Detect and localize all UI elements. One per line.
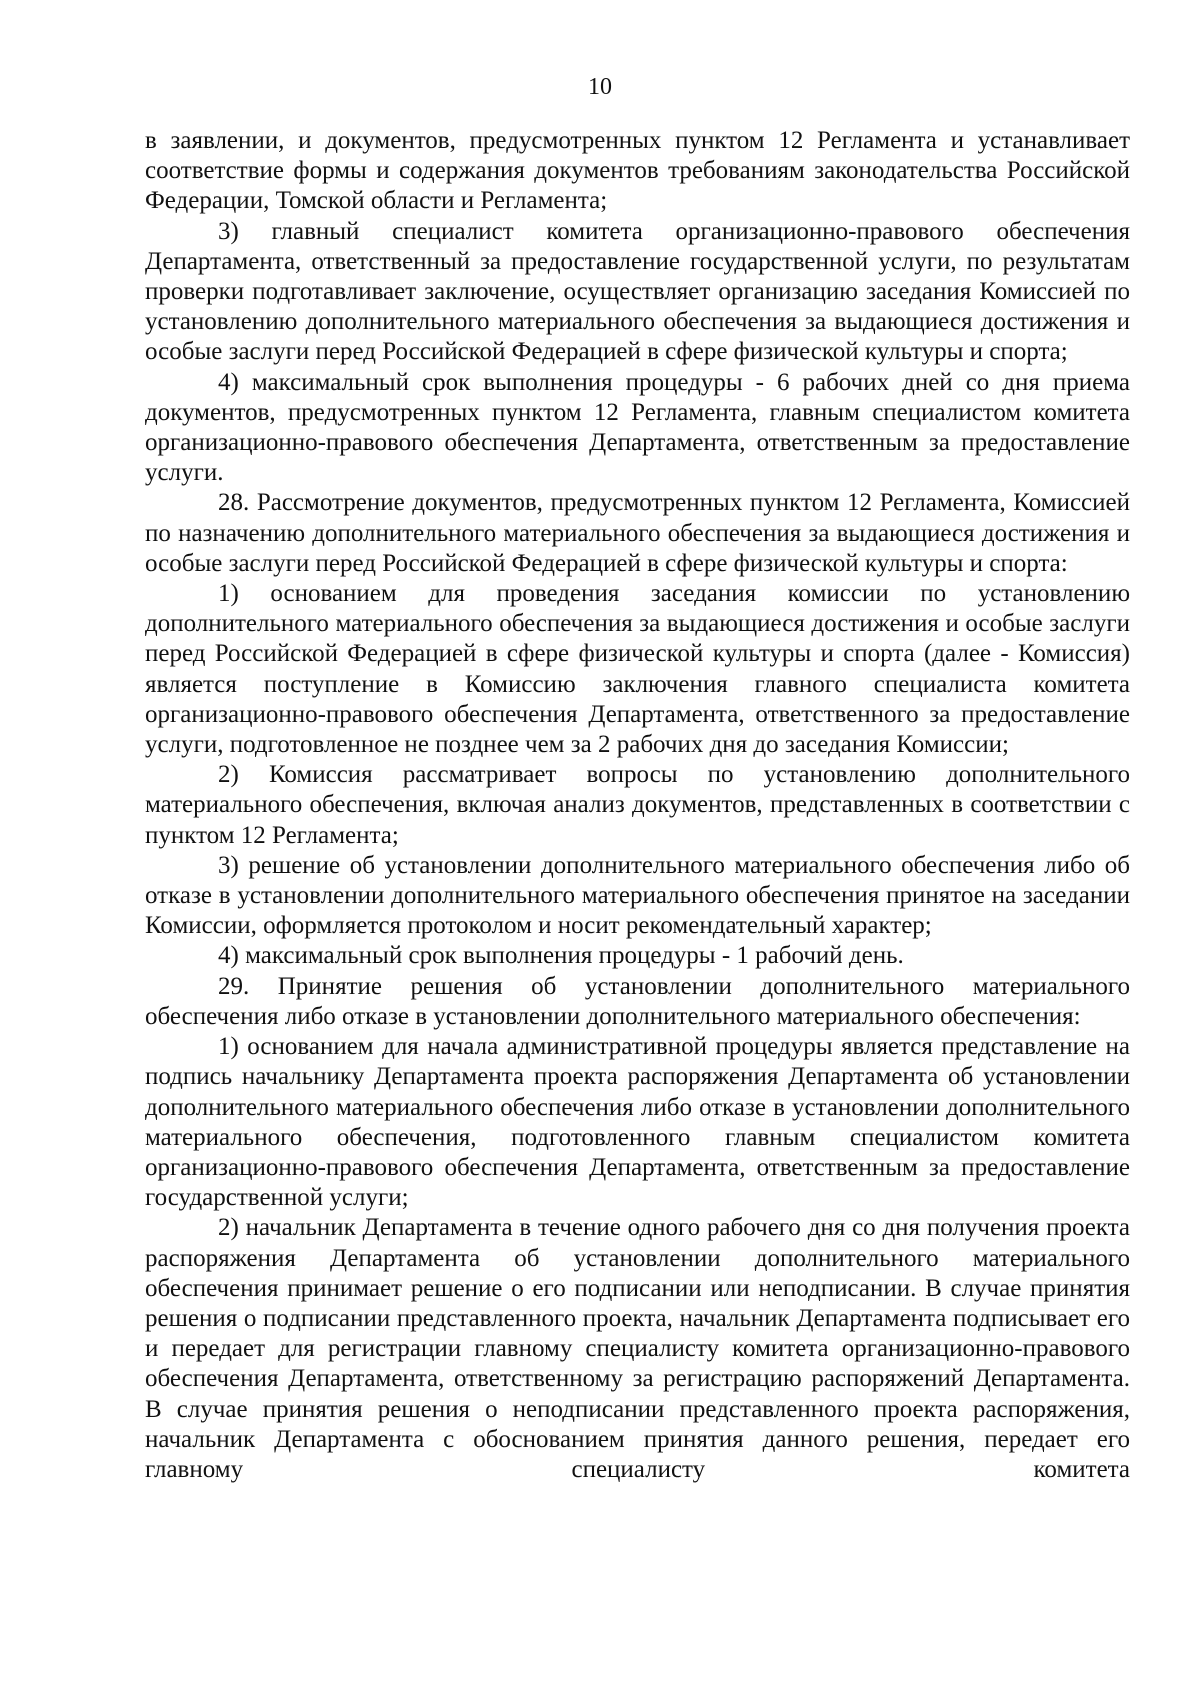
paragraph-29-item-1: 1) основанием для начала административной процедуры является представление на подпись начальнику Департамента проекта распоряжения Департамента об установлении дополнительного материального обеспечения либо отказе в установлении дополнительного материального обеспечения, подготовленного главным специалистом комитета организационно-правового обеспечения Департамента, ответственным за предоставление государственной услуги; [145,1033,1130,1212]
paragraph-item-3: 3) главный специалист комитета организационно-правового обеспечения Департамента, ответственный за предоставление государственной услуги, по результатам проверки подготавливает заключение, осуществляет организацию заседания Комиссией по установлению дополнительного материального обеспечения за выдающиеся достижения и особые заслуги перед Российской Федерацией в сфере физической культуры и спорта; [145,217,1130,366]
paragraph-28-item-4: 4) максимальный срок выполнения процедуры - 1 рабочий день. [218,942,904,970]
document-body [145,126,1130,1485]
paragraph-continuation: в заявлении, и документов, предусмотренных пунктом 12 Регламента и устанавливает соответствие формы и содержания документов требованиям законодательства Российской Федерации, Томской области и Регламента; [145,127,1130,215]
paragraph-item-4: 4) максимальный срок выполнения процедуры - 6 рабочих дней со дня приема документов, предусмотренных пунктом 12 Регламента, главным специалистом комитета организационно-правового обеспечения Департамента, ответственным за предоставление услуги. [145,368,1130,487]
paragraph-section-29: 29. Принятие решения об установлении дополнительного материального обеспечения либо отказе в установлении дополнительного материального обеспечения: [145,972,1130,1030]
page-number: 10 [588,74,612,100]
paragraph-28-item-3: 3) решение об установлении дополнительного материального обеспечения либо об отказе в установлении дополнительного материального обеспечения принятое на заседании Комиссии, оформляется протоколом и носит рекомендательный характер; [145,851,1130,940]
paragraph-28-item-1: 1) основанием для проведения заседания комиссии по установлению дополнительного материального обеспечения за выдающиеся достижения и особые заслуги перед Российской Федерацией в сфере физической культуры и спорта (далее - Комиссия) является поступление в Комиссию заключения главного специалиста комитета организационно-правового обеспечения Департамента, ответственного за предоставление услуги, подготовленное не позднее чем за 2 рабочих дня до заседания Комиссии; [145,580,1130,759]
paragraph-section-28: 28. Рассмотрение документов, предусмотренных пунктом 12 Регламента, Комиссией по назначению дополнительного материального обеспечения за выдающиеся достижения и особые заслуги перед Российской Федерацией в сфере физической культуры и спорта: [145,489,1130,577]
paragraph-28-item-2: 2) Комиссия рассматривает вопросы по установлению дополнительного материального обеспечения, включая анализ документов, представленных в соответствии с пунктом 12 Регламента; [145,761,1130,849]
paragraph-29-item-2: 2) начальник Департамента в течение одного рабочего дня со дня получения проекта распоряжения Департамента об установлении дополнительного материального обеспечения принимает решение о его подписании или неподписании. В случае принятия решения о подписании представленного проекта, начальник Департамента подписывает его и передает для регистрации главному специалисту комитета организационно-правового обеспечения Департамента, ответственному за регистрацию распоряжений Департамента. В случае принятия решения о неподписании представленного проекта распоряжения, начальник Департамента с обоснованием принятия данного решения, передает его главному специалисту комитета [145,1214,1130,1483]
